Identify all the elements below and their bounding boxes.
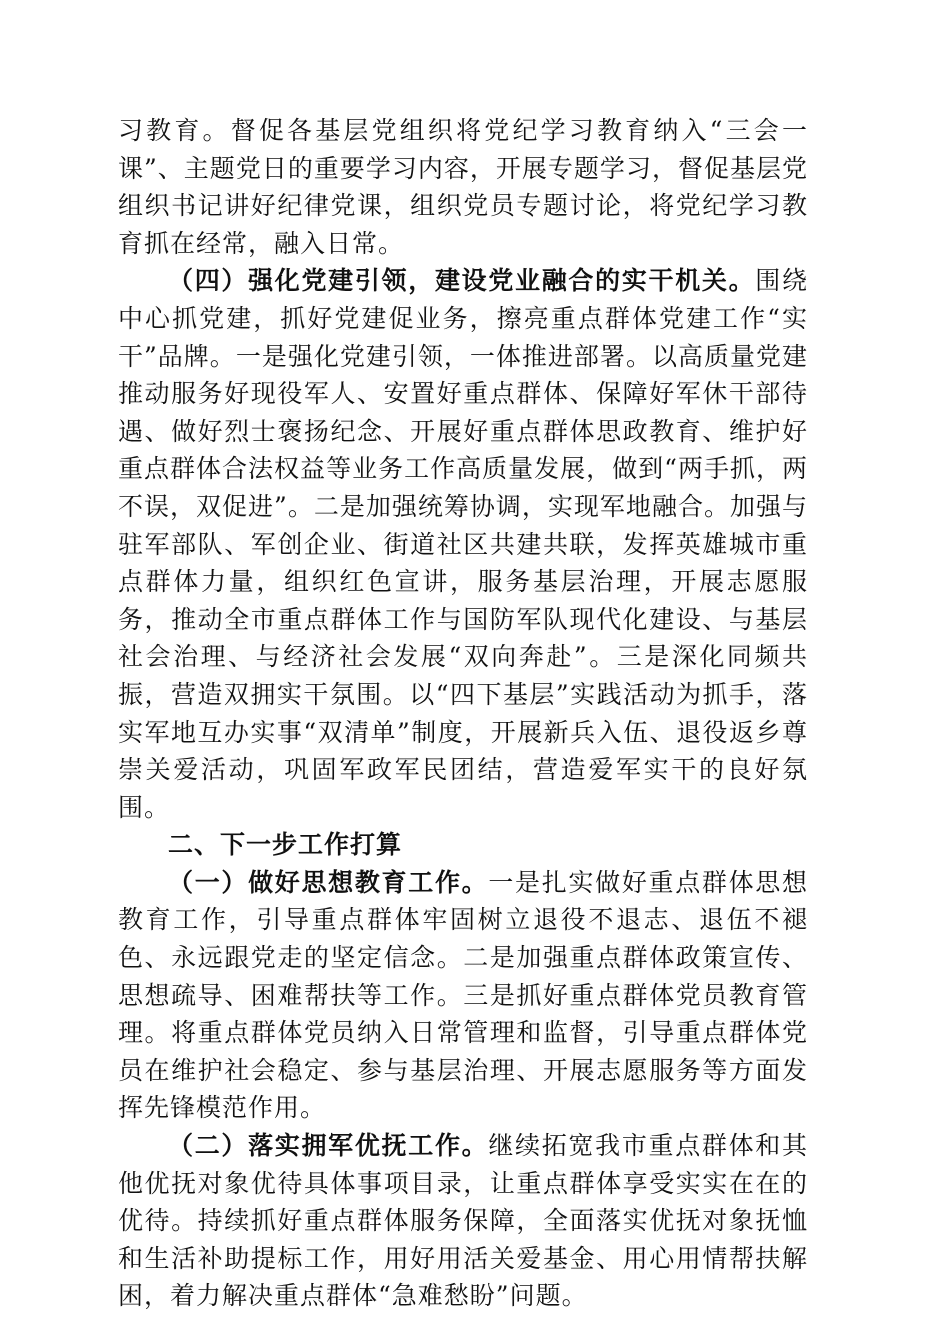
paragraph-heading: （四）强化党建引领，建设党业融合的实干机关。 <box>168 266 756 296</box>
paragraph-text: 继续拓宽我市重点群体和其他优抚对象优待具体事项目录，让重点群体享受实实在在的优待。持续抓好重点群体服务保障，全面落实优抚对象抚恤和生活补助提标工作，用好用活关爱基金、用心用情帮扶解困，着力解决重点群体“急难愁盼”问题。 <box>118 1131 808 1311</box>
paragraph-heading: （一）做好思想教育工作。 <box>168 867 489 897</box>
paragraph-support-military <box>118 1127 808 1315</box>
section-heading: 二、下一步工作打算 <box>168 830 403 860</box>
paragraph-heading: （二）落实拥军优抚工作。 <box>168 1131 489 1161</box>
paragraph-party-building <box>118 262 808 826</box>
paragraph-text: 围绕中心抓党建，抓好党建促业务，擦亮重点群体党建工作“实干”品牌。一是强化党建引领，一体推进部署。以高质量党建推动服务好现役军人、安置好重点群体、保障好军休干部待遇、做好烈士褒扬纪念、开展好重点群体思政教育、维护好重点群体合法权益等业务工作高质量发展，做到“两手抓，两不误，双促进”。二是加强统筹协调，实现军地融合。加强与驻军部队、军创企业、街道社区共建共联，发挥英雄城市重点群体力量，组织红色宣讲，服务基层治理，开展志愿服务，推动全市重点群体工作与国防军队现代化建设、与基层社会治理、与经济社会发展“双向奔赴”。三是深化同频共振，营造双拥实干氛围。以“四下基层”实践活动为抓手，落实军地互办实事“双清单”制度，开展新兵入伍、退役返乡尊崇关爱活动，巩固军政军民团结，营造爱军实干的良好氛围。 <box>118 266 808 822</box>
paragraph-text: 一是扎实做好重点群体思想教育工作，引导重点群体牢固树立退役不退志、退伍不褪色、永远跟党走的坚定信念。二是加强重点群体政策宣传、思想疏导、困难帮扶等工作。三是抓好重点群体党员教育管理。将重点群体党员纳入日常管理和监督，引导重点群体党员在维护社会稳定、参与基层治理、开展志愿服务等方面发挥先锋模范作用。 <box>118 867 808 1123</box>
document-body <box>118 112 808 1315</box>
paragraph-continuation: 习教育。督促各基层党组织将党纪学习教育纳入“三会一课”、主题党日的重要学习内容，开展专题学习，督促基层党组织书记讲好纪律党课，组织党员专题讨论，将党纪学习教育抓在经常，融入日常。 <box>118 116 808 258</box>
paragraph-ideological-education <box>118 864 808 1127</box>
